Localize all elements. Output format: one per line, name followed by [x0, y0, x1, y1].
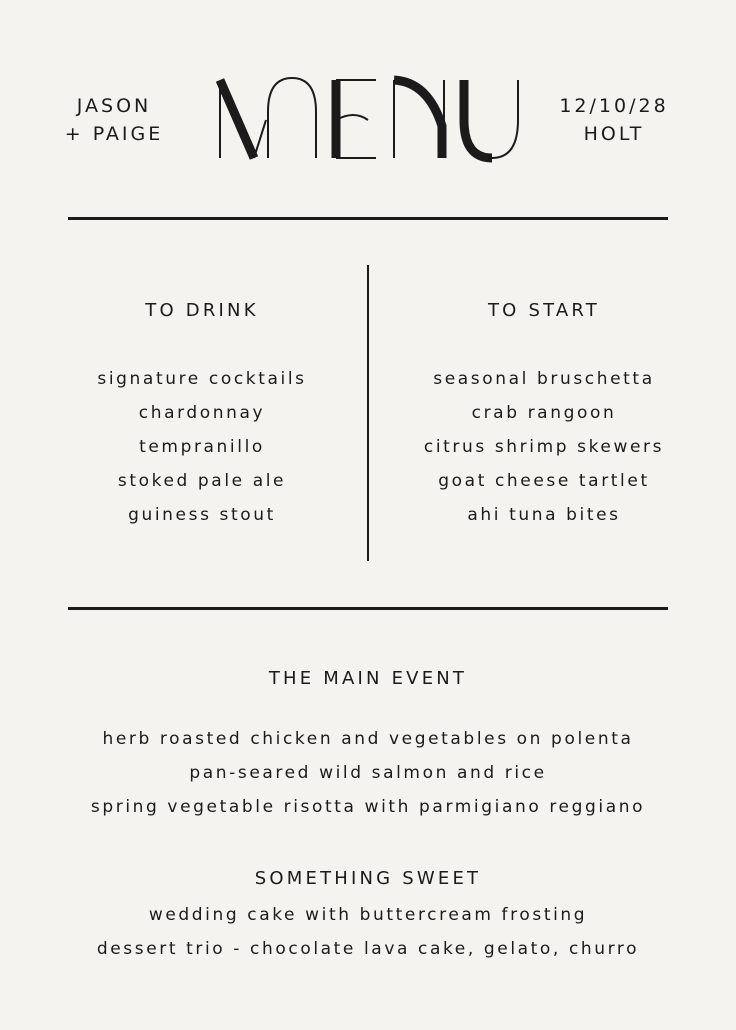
starters-heading: TO START: [487, 300, 600, 321]
list-item: tempranillo: [139, 437, 265, 457]
main-event-section: [0, 664, 736, 842]
list-item: seasonal bruschetta: [433, 369, 655, 389]
dessert-heading: SOMETHING SWEET: [254, 868, 482, 889]
dessert-list: [0, 900, 736, 968]
list-item: herb roasted chicken and vegetables on polenta: [102, 729, 634, 749]
dessert-section: [0, 864, 736, 984]
drinks-heading: TO DRINK: [145, 300, 259, 321]
list-item: guiness stout: [128, 505, 276, 525]
couple-names: [44, 92, 184, 148]
column-divider: [367, 265, 369, 561]
event-details: [544, 92, 684, 148]
list-item: citrus shrimp skewers: [423, 437, 665, 457]
starters-list: [394, 364, 694, 534]
list-item: signature cocktails: [97, 369, 307, 389]
menu-title: [208, 60, 528, 170]
list-item: chardonnay: [138, 403, 266, 423]
drinks-section: [52, 296, 352, 550]
list-item: wedding cake with buttercream frosting: [148, 905, 588, 925]
drinks-list: [52, 364, 352, 534]
list-item: ahi tuna bites: [467, 505, 621, 525]
event-venue: HOLT: [583, 123, 645, 145]
list-item: goat cheese tartlet: [438, 471, 650, 491]
main-event-heading: THE MAIN EVENT: [268, 668, 468, 689]
list-item: dessert trio - chocolate lava cake, gelato, churro: [96, 939, 640, 959]
starters-section: [394, 296, 694, 550]
list-item: crab rangoon: [471, 403, 617, 423]
middle-divider: [68, 607, 668, 610]
name-line-1: JASON: [76, 95, 152, 117]
name-line-2: + PAIGE: [64, 123, 164, 145]
list-item: spring vegetable risotta with parmigiano reggiano: [90, 797, 646, 817]
event-date: 12/10/28: [559, 95, 669, 117]
main-event-list: [0, 724, 736, 826]
top-divider: [68, 217, 668, 220]
list-item: stoked pale ale: [117, 471, 287, 491]
list-item: pan-seared wild salmon and rice: [189, 763, 547, 783]
